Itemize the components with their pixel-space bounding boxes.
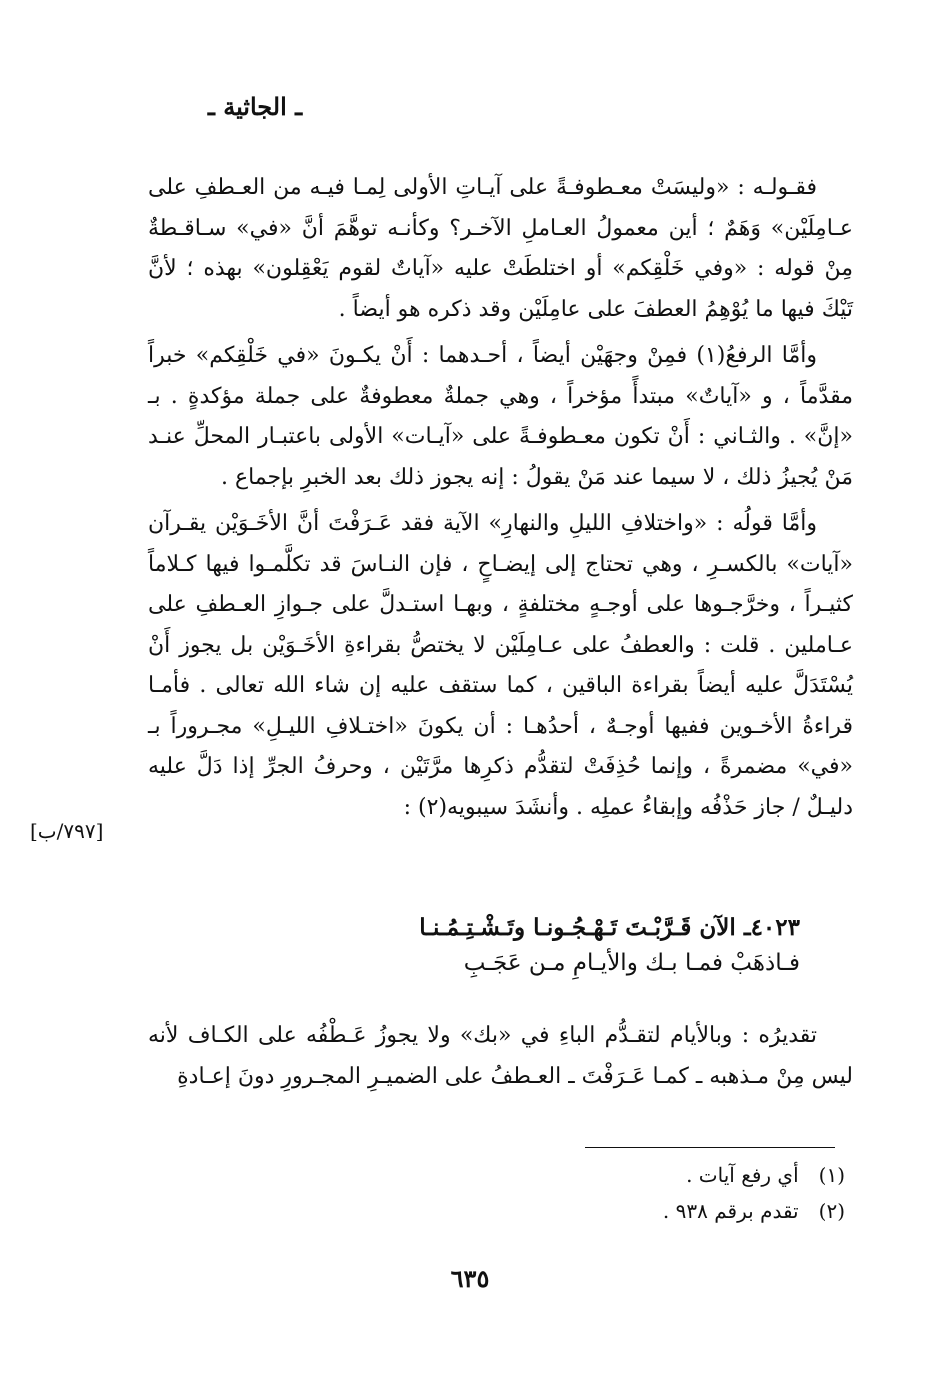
paragraph-2: وأمَّا الرفعُ(١) فمِنْ وجهَيْن أيضاً ، أحـدهما : أَنْ يكـونَ «في خَلْقِكم» خبراً مقدَّماً ، و «آياتٌ» مبتدأً مؤخراً ، وهي جملةٌ معطوفةٌ على جملة مؤكدةٍ . بـ «إنَّ» . والثـاني : أَنْ تكون معـطوفـةً على «آيـات» الأولى باعتبـار المحلِّ عنـد مَنْ يُجيزُ ذلك ، لا سيما عند مَنْ يقولُ : إنه يجوز ذلك بعد الخبرِ بإجماع . xyxy=(148,343,853,490)
footnote-2 xyxy=(500,1193,845,1229)
verse-hemistich-1: الآن قَـرَّبْـتَ تَـهْـجُـونـا وتَـشْـتِـمُـنـا xyxy=(419,914,736,941)
paragraph-1: فقـولـه : «وليسَتْ معـطوفـةً على آيـاتِ الأولى لِمـا فيـه من العـطفِ على عـامِلَيْن» وَهَمٌ ؛ أين معمولُ العـاملِ الآخـر؟ وكأنـه توهَّمَ أنَّ «في» سـاقـطةٌ مِنْ قوله : «وفي خَلْقِكم» أو اختلطَتْ عليه «آياتٌ لقوم يَعْقِلون» بهذه ؛ لأنَّ تَيْكَ فيها ما يُوْهِمُ العطفَ على عامِلَيْن وقد ذكره هو أيضاً . xyxy=(148,175,853,322)
page-number: ٦٣٥ xyxy=(450,1264,490,1293)
running-header: ـ الجاثية ـ xyxy=(207,92,303,121)
paragraph-4: تقديرُه : وبالأيام لتقـدُّم الباءِ في «بك» ولا يجوزُ عَـطْفُه على الكـاف لأنه ليس مِنْ مـذهبه ـ كمـا عَـرَفْتَ ـ العـطفُ على الضميـرِ المجـرورِ دونَ إعـادةِ xyxy=(148,1023,853,1089)
verse-number: ٤٠٢٣ـ xyxy=(743,914,800,941)
main-text-lower xyxy=(148,1016,853,1097)
verse-hemistich-2: فـاذهَبْ فمـا بـك والأيـامِ مـن عَجَـبِ xyxy=(463,950,800,976)
footnote-text: أي رفع آيات . xyxy=(686,1163,799,1187)
footnotes xyxy=(500,1157,845,1229)
paragraph-3: وأمَّا قولُه : «واختلافِ الليلِ والنهارِ» الآية فقد عَـرَفْتَ أنَّ الأخَـوَيْن يقـرآن «آيات» بالكسـرِ ، وهي تحتاج إلى إيضـاحٍ ، فإن النـاسَ قد تكلَّمـوا فيها كـلاماً كثيـراً ، وخرَّجـوها على أوجـهٍ مختلفةٍ ، وبهـا استـدلَّ على جـوازِ العـطفِ على عـاملين . قلت : والعطفُ على عـامِلَيْن لا يختصُّ بقراءةِ الأخَـوَيْن بل يجوز أَنْ يُسْتَدَلَّ عليه أيضاً بقراءة الباقين ، كما ستقف عليه إن شاء الله تعالى . فأمـا قراءةُ الأخـوين ففيها أوجـهٌ ، أحدُهـا : أن يكونَ «اختـلافِ الليـلِ» مجـروراً بـ «في» مضمرةً ، وإنما حُذِفَتْ لتقدُّم ذكرِها مرَّتَيْن ، وحرفُ الجرِّ إذا دَلَّ عليه دليـلٌ / جاز حَذْفُه وإبقاءُ عملِه . وأنشَدَ سيبويه(٢) : xyxy=(148,511,853,820)
manuscript-folio-ref: [٧٩٧/ب] xyxy=(30,819,104,843)
verse-line-1 xyxy=(200,914,800,941)
footnote-number: (١) xyxy=(818,1163,845,1187)
footnote-1 xyxy=(500,1157,845,1193)
footnote-divider xyxy=(585,1147,835,1148)
footnote-text: تقدم برقم ٩٣٨ . xyxy=(662,1199,799,1223)
footnote-number: (٢) xyxy=(818,1199,845,1223)
main-text-upper xyxy=(148,168,853,828)
